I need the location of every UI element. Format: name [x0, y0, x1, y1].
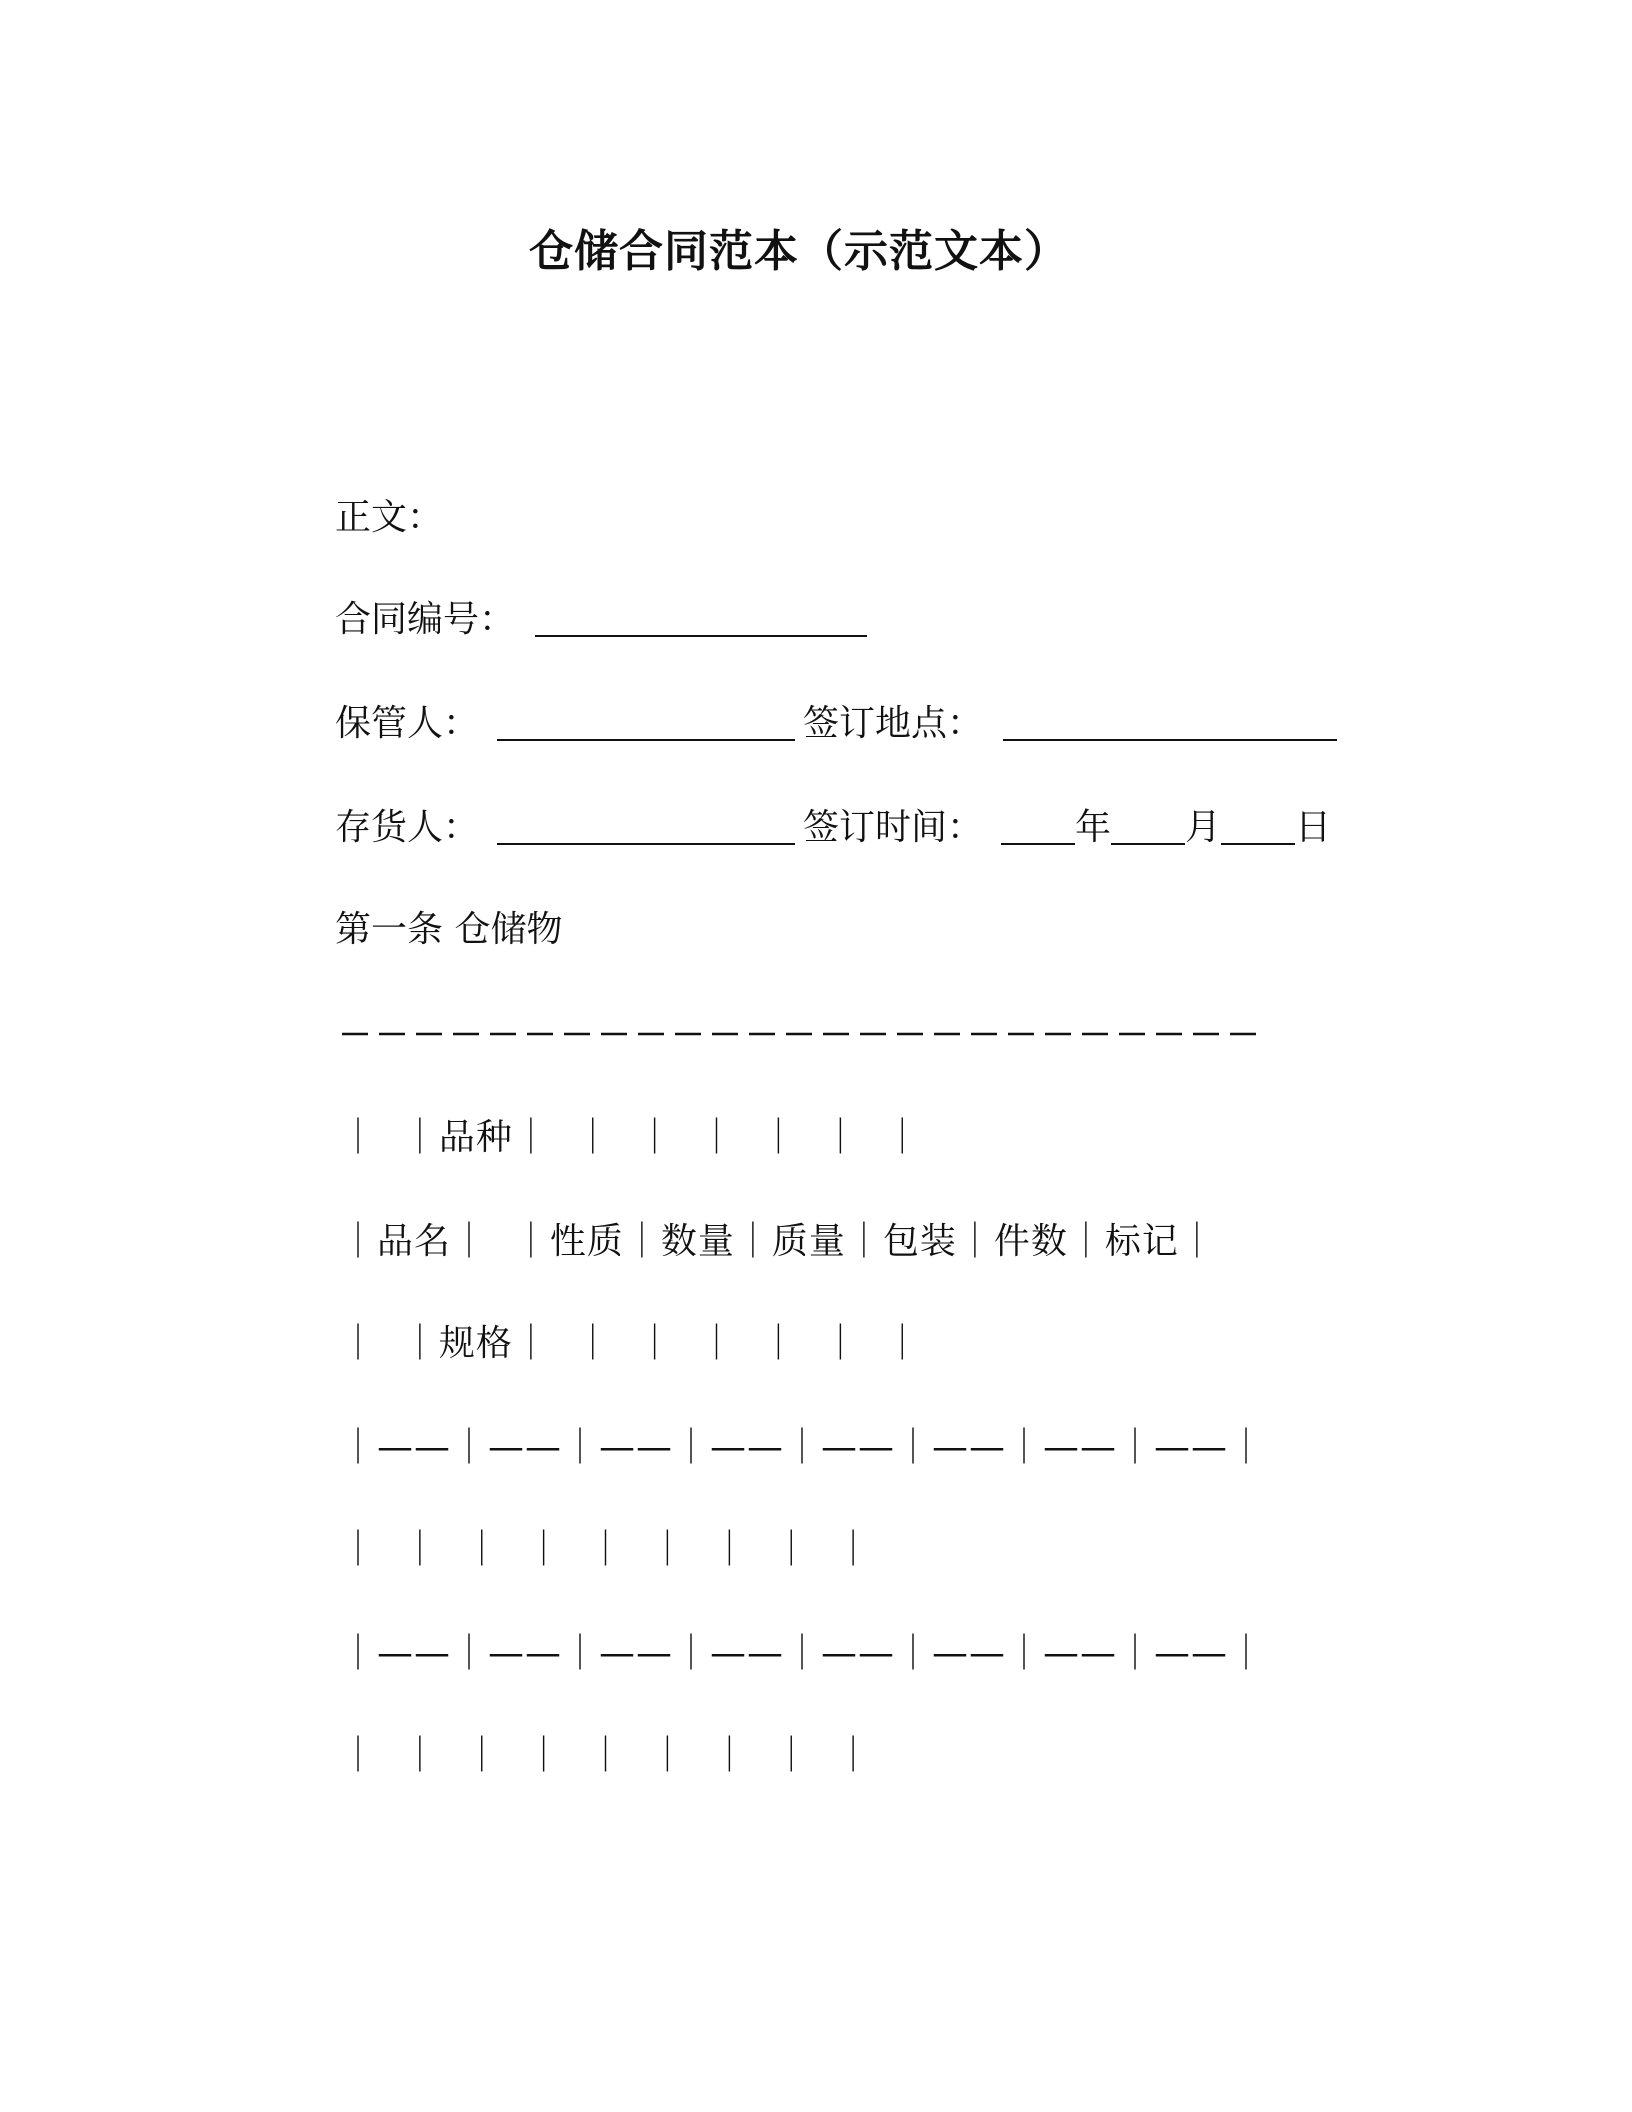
depositor-label: 存货人： — [335, 807, 480, 848]
table-row: ｜——｜——｜——｜——｜——｜——｜——｜——｜ — [340, 1427, 1266, 1468]
custodian-field[interactable] — [497, 703, 795, 741]
dash-rule — [340, 1014, 1260, 1054]
article-1-heading: 第一条 仓储物 — [335, 909, 563, 950]
body-label: 正文： — [335, 497, 444, 538]
day-label: 日 — [1295, 807, 1332, 848]
table-row: ｜品名｜ ｜性质｜数量｜质量｜包装｜件数｜标记｜ — [340, 1221, 1216, 1262]
month-field[interactable] — [1111, 807, 1185, 845]
signing-place-label: 签订地点： — [803, 703, 984, 744]
signing-time-label: 签订时间： — [803, 807, 984, 848]
custodian-row — [335, 700, 1337, 748]
day-field[interactable] — [1221, 807, 1295, 845]
table-row: ｜ ｜规格｜ ｜ ｜ ｜ ｜ ｜ ｜ — [340, 1323, 922, 1364]
table-row: ｜ ｜ ｜ ｜ ｜ ｜ ｜ ｜ ｜ — [340, 1735, 873, 1776]
signing-place-field[interactable] — [1003, 703, 1337, 741]
table-row: ｜ ｜ ｜ ｜ ｜ ｜ ｜ ｜ ｜ — [340, 1529, 873, 1570]
contract-number-row — [335, 596, 867, 644]
custodian-label: 保管人： — [335, 703, 480, 744]
depositor-field[interactable] — [497, 807, 795, 845]
contract-number-field[interactable] — [535, 599, 867, 637]
document-title: 仓储合同范本（示范文本） — [529, 226, 1069, 277]
depositor-row — [335, 804, 1331, 852]
year-label: 年 — [1075, 807, 1112, 848]
year-field[interactable] — [1001, 807, 1075, 845]
table-row: ｜——｜——｜——｜——｜——｜——｜——｜——｜ — [340, 1633, 1266, 1674]
month-label: 月 — [1185, 807, 1222, 848]
table-row: ｜ ｜品种｜ ｜ ｜ ｜ ｜ ｜ ｜ — [340, 1117, 922, 1158]
contract-number-label: 合同编号： — [335, 599, 516, 640]
